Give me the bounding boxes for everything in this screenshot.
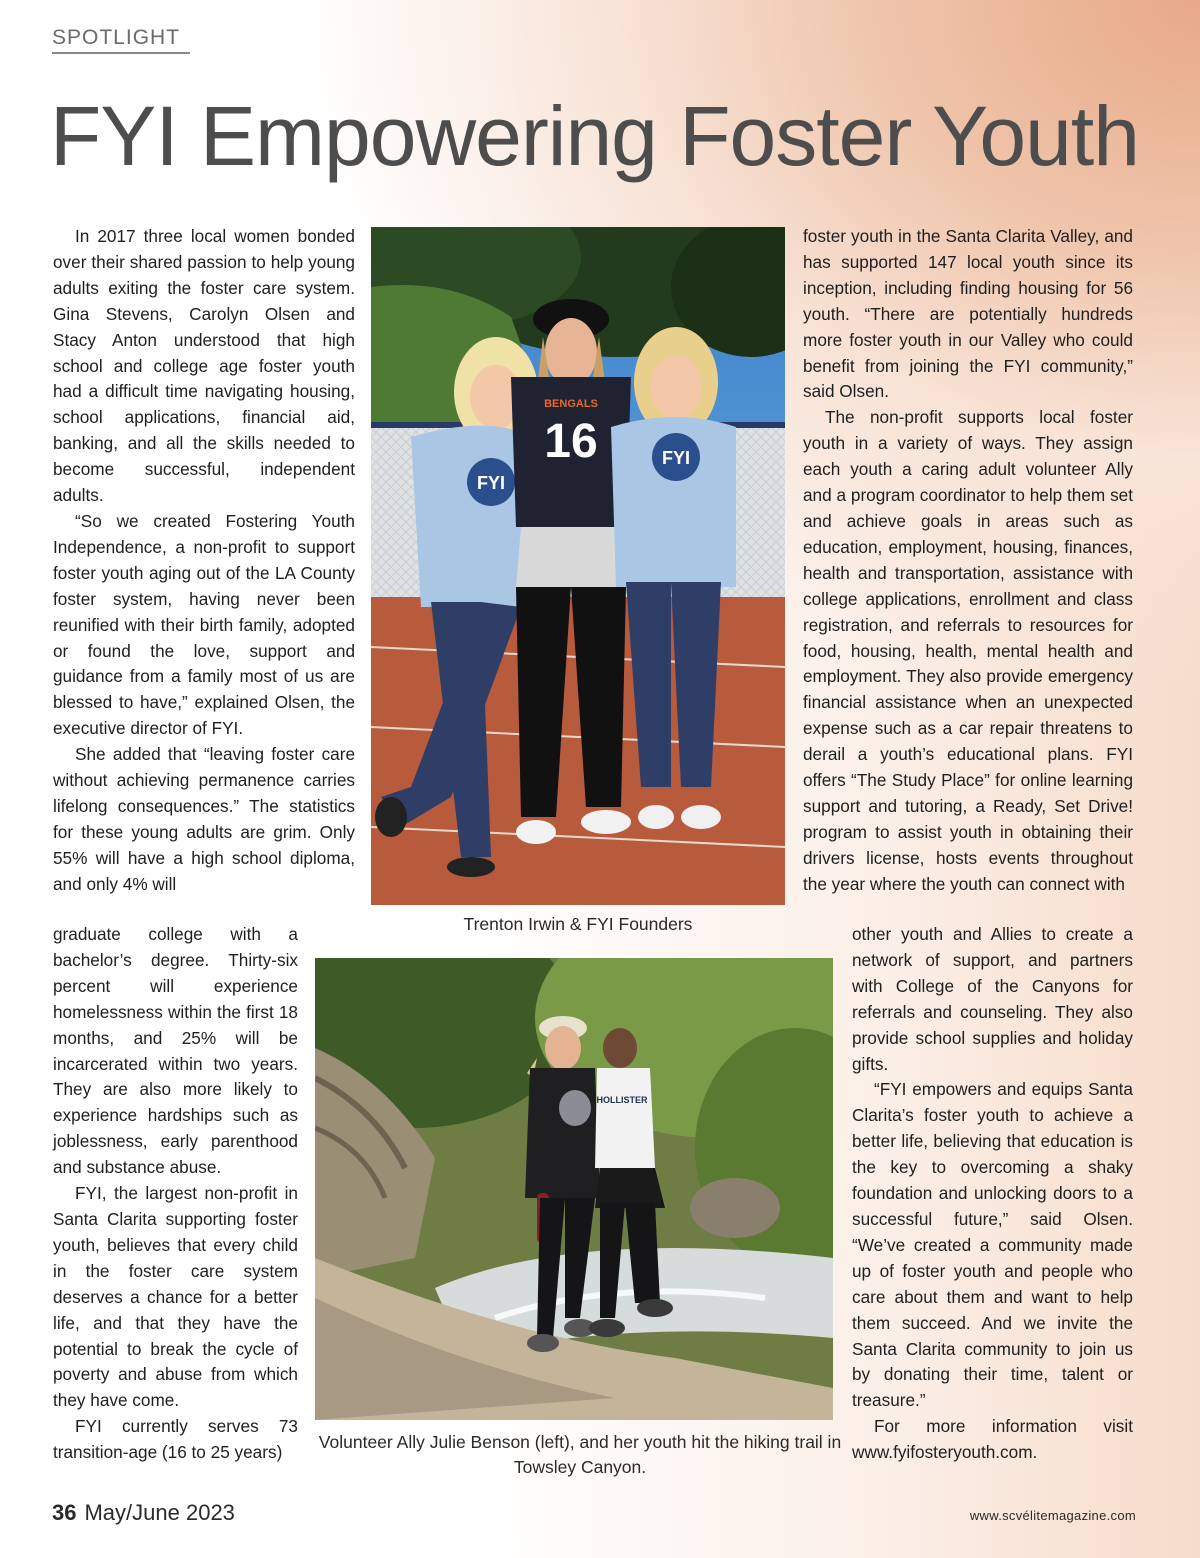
fyi-logo-left: FYI xyxy=(476,473,506,493)
fyi-logo-right: FYI xyxy=(661,448,691,468)
paragraph: graduate college with a bachelor’s degree. Thirty-six percent will experience homelessness within the first 18 months, and 25% will be incarcerated within two years. They are also more likely to experience hardships such as joblessness, early parenthood and substance abuse. xyxy=(53,924,298,1178)
paragraph: The non-profit supports local foster youth in a variety of ways. They assign each youth a caring adult volunteer Ally and a program coordinator to help them set and achieve goals in areas such as education, employment, housing, finances, health and transportation, assistance with college applications, enrollment and class registration, and referrals to resources for food, housing, health, mental health and employment. They also provide emergency financial assistance when an unexpected expense such as a car repair threatens to derail a youth’s educational plans. FYI offers “The Study Place” for online learning support and tutoring, a Ready, Set Drive! program to assist youth in obtaining their drivers license, hosts events throughout the year where the youth can connect with xyxy=(803,407,1133,894)
paragraph: In 2017 three local women bonded over their shared passion to help young adults exiting the foster care system. Gina Stevens, Carolyn Olsen and Stacy Anton understood that high school and college age foster youth had a difficult time navigating housing, school applications, financial aid, banking, and all the skills needed to become successful, independent adults. xyxy=(53,226,355,506)
footer-website: www.scvélitemagazine.com xyxy=(969,1508,1136,1523)
section-label: SPOTLIGHT xyxy=(52,26,190,54)
article-column-left-top xyxy=(53,224,355,898)
paragraph: For more information visit www.fyifosteryouth.com. xyxy=(852,1416,1133,1463)
paragraph: other youth and Allies to create a network of support, and partners with College of the Canyons for referrals and counseling. They also provide school supplies and holiday gifts. xyxy=(852,924,1133,1074)
headline: FYI Empowering Foster Youth xyxy=(50,89,1139,183)
footer-issue xyxy=(52,1500,235,1526)
article-column-right-top xyxy=(803,224,1133,898)
shirt-text: HOLLISTER xyxy=(596,1095,648,1105)
photo-hiking xyxy=(315,958,833,1420)
photo-founders xyxy=(371,227,785,905)
paragraph: FYI currently serves 73 transition-age (16 to 25 years) xyxy=(53,1416,298,1463)
photo-caption-hiking: Volunteer Ally Julie Benson (left), and her youth hit the hiking trail in Towsley Canyon. xyxy=(318,1432,842,1477)
jersey-text: BENGALS xyxy=(544,398,598,410)
photo-caption-founders: Trenton Irwin & FYI Founders xyxy=(463,914,693,934)
paragraph: “FYI empowers and equips Santa Clarita’s foster youth to achieve a better life, believing that education is the key to overcoming a shaky foundation and unlocking doors to a successful future,” said Olsen. “We’ve created a community made up of foster youth and people who care about them and want to help them succeed. And we invite the Santa Clarita community to join us by donating their time, talent or treasure.” xyxy=(852,1079,1133,1411)
jersey-number: 16 xyxy=(544,415,598,468)
article-column-right-bottom xyxy=(852,922,1133,1466)
paragraph: foster youth in the Santa Clarita Valley, and has supported 147 local youth since its inception, including finding housing for 56 youth. “There are potentially hundreds more foster youth in our Valley who could benefit from joining the FYI community,” said Olsen. xyxy=(803,226,1133,402)
issue-date: May/June 2023 xyxy=(84,1500,235,1525)
article-column-left-bottom xyxy=(53,922,298,1466)
paragraph: FYI, the largest non-profit in Santa Clarita supporting foster youth, believes that every child in the foster care system deserves a chance for a better life, and that they have the potential to break the cycle of poverty and abuse from which they have come. xyxy=(53,1183,298,1411)
paragraph: She added that “leaving foster care without achieving permanence carries lifelong consequences.” The statistics for these young adults are grim. Only 55% will have a high school diploma, and only 4% will xyxy=(53,744,355,894)
paragraph: “So we created Fostering Youth Independence, a non-profit to support foster youth aging out of the LA County foster system, having never been reunified with their birth family, adopted or found the love, support and guidance from a family most of us are blessed to have,” explained Olsen, the executive director of FYI. xyxy=(53,510,355,739)
page-number: 36 xyxy=(52,1500,77,1525)
